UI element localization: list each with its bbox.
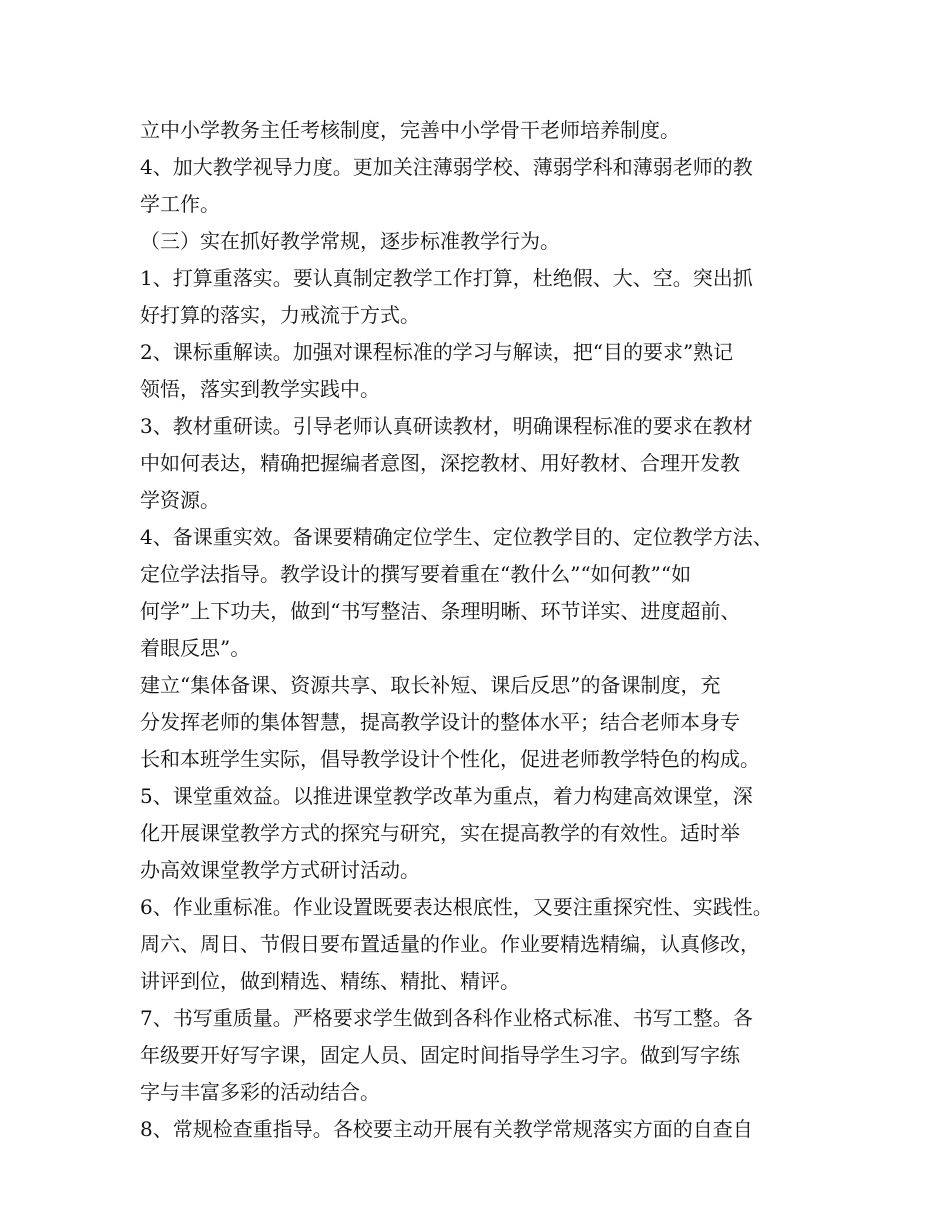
text-line: 年级要开好写字课，固定人员、固定时间指导学生习字。做到写字练	[140, 1043, 740, 1067]
text-line: 中如何表达，精确把握编者意图，深挖教材、用好教材、合理开发教	[140, 451, 740, 475]
text-line: 领悟，落实到教学实践中。	[140, 377, 380, 401]
text-line: 讲评到位，做到精选、精练、精批、精评。	[140, 969, 520, 993]
text-line: 何学”上下功夫，做到“书写整洁、条理明晰、环节详实、进度超前、	[140, 599, 741, 623]
text-line: 分发挥老师的集体智慧，提高教学设计的整体水平；结合老师本身专	[140, 710, 740, 734]
text-line: 办高效课堂教学方式研讨活动。	[140, 858, 420, 882]
text-line: 着眼反思”。	[140, 636, 251, 660]
text-line: 立中小学教务主任考核制度，完善中小学骨干老师培养制度。	[140, 118, 680, 142]
text-line: 建立“集体备课、资源共享、取长补短、课后反思”的备课制度，充	[140, 673, 721, 697]
text-line: 8、常规检查重指导。各校要主动开展有关教学常规落实方面的自查自	[140, 1117, 753, 1141]
text-line: 4、备课重实效。备课要精确定位学生、定位教学目的、定位教学方法、	[140, 525, 773, 549]
text-line: 长和本班学生实际，倡导教学设计个性化，促进老师教学特色的构成。	[140, 747, 760, 771]
text-line: 字与丰富多彩的活动结合。	[140, 1080, 380, 1104]
section-heading: （三）实在抓好教学常规，逐步标准教学行为。	[140, 229, 560, 253]
text-line: 5、课堂重效益。以推进课堂教学改革为重点，着力构建高效课堂，深	[140, 784, 753, 808]
text-line: 学资源。	[140, 488, 220, 512]
text-line: 1、打算重落实。要认真制定教学工作打算，杜绝假、大、空。突出抓	[140, 266, 753, 290]
text-line: 学工作。	[140, 192, 220, 216]
text-line: 周六、周日、节假日要布置适量的作业。作业要精选精编，认真修改，	[140, 932, 760, 956]
text-line: 3、教材重研读。引导老师认真研读教材，明确课程标准的要求在教材	[140, 414, 753, 438]
text-line: 4、加大教学视导力度。更加关注薄弱学校、薄弱学科和薄弱老师的教	[140, 155, 753, 179]
text-line: 2、课标重解读。加强对课程标准的学习与解读，把“目的要求”熟记	[140, 340, 734, 364]
text-line: 好打算的落实，力戒流于方式。	[140, 303, 420, 327]
text-line: 化开展课堂教学方式的探究与研究，实在提高教学的有效性。适时举	[140, 821, 740, 845]
document-body	[140, 112, 812, 1148]
text-line: 7、书写重质量。严格要求学生做到各科作业格式标准、书写工整。各	[140, 1006, 753, 1030]
text-line: 定位学法指导。教学设计的撰写要着重在“教什么”“如何教”“如	[140, 562, 692, 586]
text-line: 6、作业重标准。作业设置既要表达根底性，又要注重探究性、实践性。	[140, 895, 773, 919]
